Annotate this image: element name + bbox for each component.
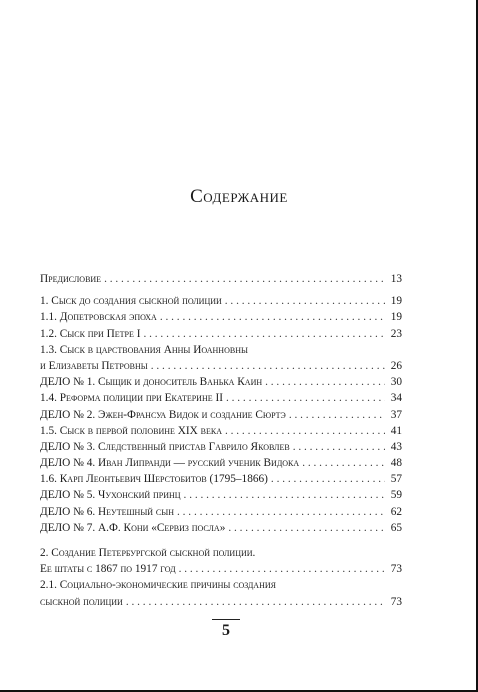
toc-line (40, 504, 402, 520)
toc-leader-dots (225, 423, 385, 439)
toc-line (40, 594, 402, 610)
toc-entry-title: Ее штаты с 1867 по 1917 год (40, 563, 176, 576)
toc-leader-dots (143, 326, 385, 342)
toc-entry (40, 504, 402, 520)
toc-entry (40, 374, 402, 390)
toc-leader-dots (179, 561, 385, 577)
toc-line (40, 309, 402, 325)
toc-page-number: 73 (390, 563, 402, 576)
toc-leader-dots (104, 271, 385, 287)
toc-page-number: 19 (390, 311, 402, 324)
toc-entry (40, 423, 402, 439)
toc-leader-dots (225, 293, 385, 309)
toc-page-number: 48 (390, 457, 402, 470)
toc-entry-title: 2.1. Социально-экономические причины создания (40, 579, 276, 592)
toc-page-number: 59 (390, 489, 402, 502)
toc-entry-title: ДЕЛО № 2. Эжен-Франсуа Видок и создание Сюртэ (40, 408, 286, 421)
toc-leader-dots (184, 487, 385, 503)
page-number: 5 (222, 622, 230, 639)
toc-page-number: 13 (390, 273, 402, 285)
toc-entry (40, 309, 402, 325)
toc-leader-dots (265, 374, 385, 390)
toc-page-number: 43 (390, 440, 402, 453)
toc-page-number: 37 (390, 408, 402, 421)
toc-entry-title: ДЕЛО № 1. Сыщик и доноситель Ванька Каин (40, 376, 263, 389)
toc-page-number: 65 (390, 521, 402, 534)
toc-line (40, 455, 402, 471)
toc-page-number: 34 (390, 392, 402, 405)
toc-line (40, 374, 402, 390)
toc-line (40, 293, 402, 309)
toc-entry-title: ДЕЛО № 3. Следственный пристав Гаврило Яковлев (40, 440, 290, 453)
toc-leader-dots (289, 407, 385, 423)
toc-entry-title: ДЕЛО № 4. Иван Липранди — русский ученик Видока (40, 457, 300, 470)
page-title: Содержание (190, 186, 288, 207)
toc-leader-dots (293, 439, 385, 455)
toc-line (40, 423, 402, 439)
toc-page-number: 62 (390, 505, 402, 518)
toc-line (40, 326, 402, 342)
toc-line (40, 577, 402, 593)
toc-line (40, 342, 402, 358)
toc-entry (40, 326, 402, 342)
toc-entry-title: 1. Сыск до создания сыскной полиции (40, 295, 222, 308)
toc-leader-dots (177, 504, 385, 520)
toc-entry-title: 1.6. Карп Леонтьевич Шерстобитов (1795–1866) (40, 473, 268, 486)
toc-leader-dots (302, 455, 385, 471)
toc-line (40, 561, 402, 577)
toc-entry-title: 1.1. Допетровская эпоха (40, 311, 157, 324)
toc-page-number: 57 (390, 473, 402, 486)
toc-entry-title: 2. Создание Петербургской сыскной полиции. (40, 547, 256, 559)
table-of-contents (40, 267, 402, 610)
toc-page-number: 23 (390, 327, 402, 340)
toc-entry (40, 455, 402, 471)
toc-entry (40, 487, 402, 503)
toc-entry-title: Предисловие (40, 273, 102, 285)
toc-line (40, 520, 402, 536)
toc-entry-title: ДЕЛО № 7. А.Ф. Кони «Сервиз посла» (40, 521, 226, 534)
toc-line (40, 358, 402, 374)
toc-page-number: 19 (390, 295, 402, 308)
toc-entry-title: 1.2. Сыск при Петре I (40, 327, 141, 340)
toc-line (40, 439, 402, 455)
toc-entry (40, 545, 402, 577)
toc-entry (40, 439, 402, 455)
toc-entry (40, 390, 402, 406)
toc-page-number: 30 (390, 376, 402, 389)
toc-entry-title: и Елизаветы Петровны (40, 359, 148, 372)
folio-rule (212, 619, 240, 620)
toc-entry-title: сыскной полиции (40, 595, 123, 608)
toc-line (40, 545, 402, 561)
toc-entry-title: ДЕЛО № 6. Неутешный сын (40, 505, 174, 518)
toc-leader-dots (226, 390, 385, 406)
toc-line (40, 390, 402, 406)
toc-line (40, 271, 402, 287)
toc-leader-dots (271, 471, 385, 487)
toc-entry (40, 271, 402, 287)
toc-line (40, 407, 402, 423)
toc-entry (40, 471, 402, 487)
toc-line (40, 471, 402, 487)
toc-entry-title: 1.5. Сыск в первой половине XIX века (40, 424, 222, 437)
toc-entry (40, 407, 402, 423)
toc-entry-title: 1.4. Реформа полиции при Екатерине II (40, 392, 223, 405)
toc-entry (40, 577, 402, 609)
toc-leader-dots (160, 309, 385, 325)
toc-entry-title: ДЕЛО № 5. Чухонский принц (40, 489, 181, 502)
toc-leader-dots (228, 520, 385, 536)
toc-leader-dots (151, 358, 385, 374)
toc-page-number: 41 (390, 424, 402, 437)
toc-entry (40, 293, 402, 309)
toc-page-number: 73 (390, 595, 402, 608)
toc-leader-dots (126, 594, 385, 610)
toc-line (40, 487, 402, 503)
toc-entry-title: 1.3. Сыск в царствования Анны Иоанновны (40, 343, 248, 356)
toc-entry (40, 520, 402, 536)
toc-page-number: 26 (390, 359, 402, 372)
toc-entry (40, 342, 402, 374)
